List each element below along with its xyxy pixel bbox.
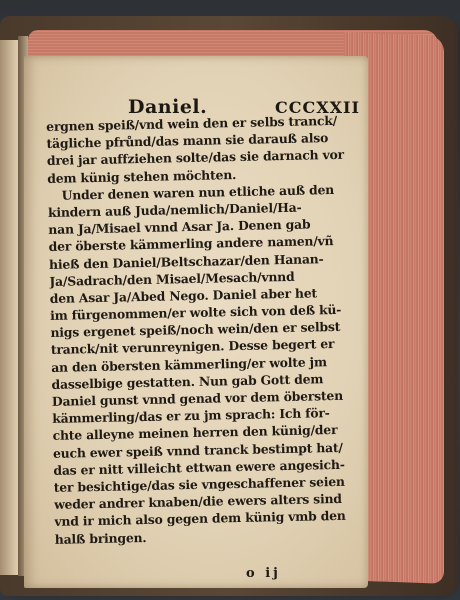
text-line: vnd ir mich also gegen dem künig vmb den [54, 508, 346, 530]
book-page [24, 56, 368, 588]
text-line: tranck/nit verunreynigen. Desse begert er [50, 336, 335, 358]
text-line: Ja/Sadrach/den Misael/Mesach/vnnd [49, 268, 295, 289]
text-line: hieß den Daniel/Beltschazar/den Hanan- [48, 250, 324, 272]
text-line: ergnen speiß/vnd wein den er selbs tranck/ [46, 112, 338, 134]
signature-mark: o ij [246, 566, 281, 581]
text-line: euch ewer speiß vnnd tranck bestimpt hat/ [52, 439, 343, 461]
folio-number: CCCXXII [275, 98, 360, 117]
text-line: weder andrer knaben/die ewers alters sind [53, 491, 342, 513]
text-line: dasselbige gestatten. Nun gab Gott dem [51, 371, 324, 392]
text-line: der öberste kämmerling andere namen/vñ [48, 233, 334, 255]
text-line: kämmerling/das er zu jm sprach: Ich för- [52, 405, 330, 427]
text-line: Daniel gunst vnnd genad vor dem öbersten [51, 387, 344, 409]
text-line: Under denen waren nun etliche auß den [61, 181, 335, 203]
text-line: nan Ja/Misael vnnd Asar Ja. Denen gab [48, 216, 311, 238]
text-line: im fürgenommen/er wolte sich von deß kü- [49, 301, 342, 324]
running-title: Daniel. [128, 96, 208, 118]
text-line: nigs ergenet speiß/noch wein/den er selbst [50, 319, 341, 341]
text-line: chte alleyne meinen herren den künig/der [52, 422, 338, 444]
text-line: ter besichtige/das sie vngeschaffener seien [53, 473, 345, 495]
text-line: kindern auß Juda/nemlich/Daniel/Ha- [47, 199, 302, 220]
text-line: tägliche pfrůnd/das mann sie darauß also [46, 130, 329, 152]
text-line: den Asar Ja/Abed Nego. Daniel aber het [49, 285, 318, 306]
body-text [46, 112, 361, 548]
text-line: drei jar auffziehen solte/das sie darnach vor [46, 147, 345, 169]
text-line: an den öbersten kämmerling/er wolte jm [51, 353, 327, 375]
text-line: das er nitt villeicht ettwan ewere angesich- [53, 456, 345, 478]
text-line: dem künig stehen möchten. [47, 166, 237, 186]
text-line: halß bringen. [54, 529, 147, 547]
